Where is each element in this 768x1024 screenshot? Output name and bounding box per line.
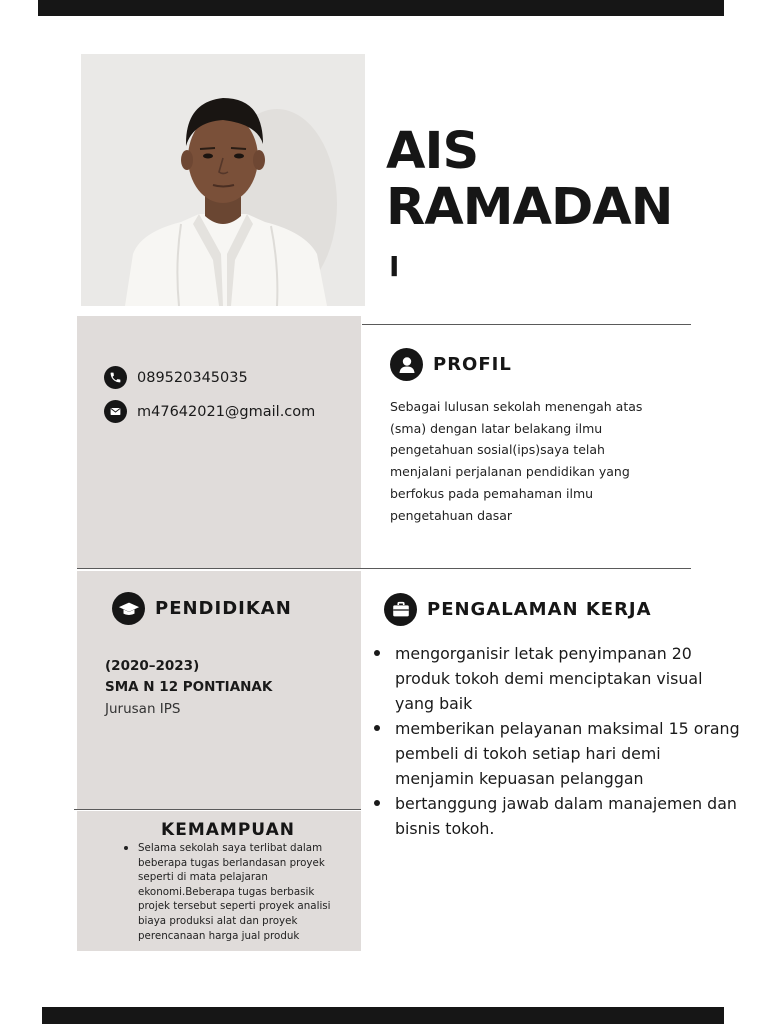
top-decorative-bar [38,0,724,16]
skill-line: seperti di mata pelajaran [138,871,268,884]
portrait-illustration [81,54,365,306]
work-item-line: menjamin kepuasan pelanggan [395,769,644,788]
work-item-line: bertanggung jawab dalam manajemen dan [395,794,737,813]
profil-line: berfokus pada pemahaman ilmu [390,485,594,501]
profil-line: pengetahuan dasar [390,507,513,523]
pengalaman-heading [384,593,652,626]
profile-photo [81,54,365,306]
name-line-first: AIS [386,122,479,181]
work-item-line: mengorganisir letak penyimpanan 20 [395,644,692,663]
work-item [373,641,748,716]
work-item [373,716,748,791]
profil-line: (sma) dengan latar belakang ilmu [390,420,603,436]
profil-line: Sebagai lulusan sekolah menengah atas [390,399,643,414]
profil-description [390,396,680,526]
email-address[interactable]: m47642021@gmail.com [137,403,316,420]
mail-icon [104,400,127,423]
pendidikan-heading [112,592,292,625]
skill-line: ekonomi.Beberapa tugas berbasik [138,885,315,898]
skill-line: perencanaan harga jual produk [138,929,300,942]
skill-line: Selama sekolah saya terlibat dalam [138,842,323,854]
work-experience-list [373,641,748,841]
graduation-cap-icon [112,592,145,625]
pendidikan-heading-text: PENDIDIKAN [155,598,292,619]
education-school: SMA N 12 PONTIANAK [105,679,273,695]
education-major: Jurusan IPS [105,701,181,717]
divider-skills [74,809,361,810]
phone-number: 089520345035 [137,369,248,386]
work-item [373,791,748,841]
work-item-line: yang baik [395,694,473,713]
name-line-third: I [389,250,400,283]
work-item-line: produk tokoh demi menciptakan visual [395,669,703,688]
pengalaman-heading-text: PENGALAMAN KERJA [427,599,652,620]
contact-panel [77,316,361,568]
contact-email [104,400,315,423]
work-item-line: memberikan pelayanan maksimal 15 orang [395,719,740,738]
divider-top [362,324,691,325]
name-line-second: RAMADAN [386,178,673,237]
skill-line: projek tersebut seperti proyek analisi [138,900,331,913]
skill-line: beberapa tugas berlandasan proyek [138,856,325,869]
divider-middle [77,568,691,569]
profil-heading [390,348,512,381]
education-years: (2020–2023) [105,658,200,674]
skill-item [122,841,350,943]
profil-heading-text: PROFIL [433,354,512,375]
kemampuan-heading: KEMAMPUAN [161,820,295,840]
contact-phone [104,366,248,389]
phone-icon [104,366,127,389]
profil-line: menjalani perjalanan pendidikan yang [390,464,630,480]
user-icon [390,348,423,381]
full-name [386,124,746,236]
skills-list [122,841,350,943]
work-item-line: pembeli di tokoh setiap hari demi [395,744,661,763]
bottom-decorative-bar [42,1007,724,1024]
briefcase-icon [384,593,417,626]
work-item-line: bisnis tokoh. [395,819,495,838]
profil-line: pengetahuan sosial(ips)saya telah [390,442,605,458]
skill-line: biaya produksi alat dan proyek [138,914,298,927]
